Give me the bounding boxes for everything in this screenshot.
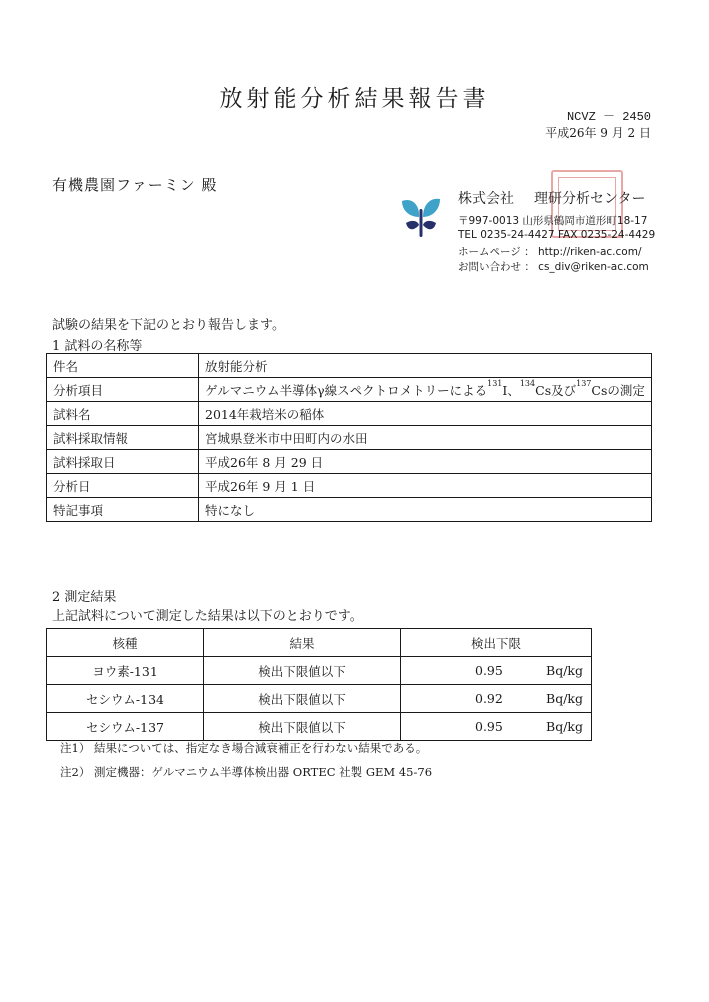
row-value: 平成26年 9 月 1 日 <box>199 474 652 498</box>
row-label: 試料名 <box>47 402 199 426</box>
header-nuclide: 核種 <box>47 629 204 657</box>
limit-cell: 0.95 Bq/kg <box>401 713 592 741</box>
intro-text: 試験の結果を下記のとおり報告します。 <box>52 318 285 333</box>
table-row <box>47 685 592 713</box>
section2-heading: 2 測定結果 <box>52 590 117 605</box>
results-table <box>46 628 592 741</box>
header-detection-limit: 検出下限 <box>401 629 592 657</box>
section1-heading: 1 試料の名称等 <box>52 339 143 354</box>
result-cell: 検出下限値以下 <box>204 657 401 685</box>
header-result: 結果 <box>204 629 401 657</box>
table-row <box>47 498 652 522</box>
recipient-name: 有機農園ファーミン 殿 <box>52 176 218 194</box>
limit-cell: 0.95 Bq/kg <box>401 657 592 685</box>
row-value: 放射能分析 <box>199 354 652 378</box>
table-row <box>47 426 652 450</box>
table-header-row <box>47 629 592 657</box>
row-value: 平成26年 8 月 29 日 <box>199 450 652 474</box>
footnote-1: 注1） 結果については、指定なき場合減衰補正を行わない結果である。 <box>60 741 428 755</box>
row-label: 試料採取情報 <box>47 426 199 450</box>
table-row <box>47 657 592 685</box>
limit-cell: 0.92 Bq/kg <box>401 685 592 713</box>
section2-intro: 上記試料について測定した結果は以下のとおりです。 <box>52 609 363 624</box>
nuclide-cell: セシウム-134 <box>47 685 204 713</box>
row-label: 分析日 <box>47 474 199 498</box>
issuer-name <box>458 188 665 208</box>
row-value: 2014年栽培米の稲体 <box>199 402 652 426</box>
issuer-contact-email: お問い合わせ ： cs_div@riken-ac.com <box>458 261 649 273</box>
table-row <box>47 713 592 741</box>
row-label: 分析項目 <box>47 378 199 402</box>
company-name: 理研分析センター <box>534 191 646 207</box>
issuer-homepage: ホームページ ： http://riken-ac.com/ <box>458 246 642 258</box>
nuclide-cell: ヨウ素-131 <box>47 657 204 685</box>
sample-info-table <box>46 353 652 522</box>
issuer-phone-fax: TEL 0235-24-4427 FAX 0235-24-4429 <box>458 229 656 241</box>
table-row <box>47 402 652 426</box>
document-number: NCVZ － 2450 <box>566 110 651 124</box>
table-row <box>47 474 652 498</box>
company-logo-icon <box>398 195 444 239</box>
table-row <box>47 354 652 378</box>
document-date: 平成26年 9 月 2 日 <box>545 126 651 140</box>
row-label: 特記事項 <box>47 498 199 522</box>
analysis-item-value: ゲルマニウム半導体γ線スペクトロメトリーによる$^{131}$I、$^{134}$Cs及び$^{137}$Csの測定 <box>199 378 652 402</box>
nuclide-cell: セシウム-137 <box>47 713 204 741</box>
row-value: 宮城県登米市中田町内の水田 <box>199 426 652 450</box>
result-cell: 検出下限値以下 <box>204 685 401 713</box>
row-label: 試料採取日 <box>47 450 199 474</box>
footnote-2: 注2） 測定機器：ゲルマニウム半導体検出器 ORTEC 社製 GEM 45-76 <box>60 765 433 779</box>
row-label: 件名 <box>47 354 199 378</box>
issuer-address: 〒997-0013 山形県鶴岡市道形町18-17 <box>458 215 648 227</box>
result-cell: 検出下限値以下 <box>204 713 401 741</box>
row-value: 特になし <box>199 498 652 522</box>
table-row <box>47 378 652 402</box>
report-title: 放射能分析結果報告書 <box>219 86 490 112</box>
table-row <box>47 450 652 474</box>
company-type: 株式会社 <box>458 191 514 207</box>
